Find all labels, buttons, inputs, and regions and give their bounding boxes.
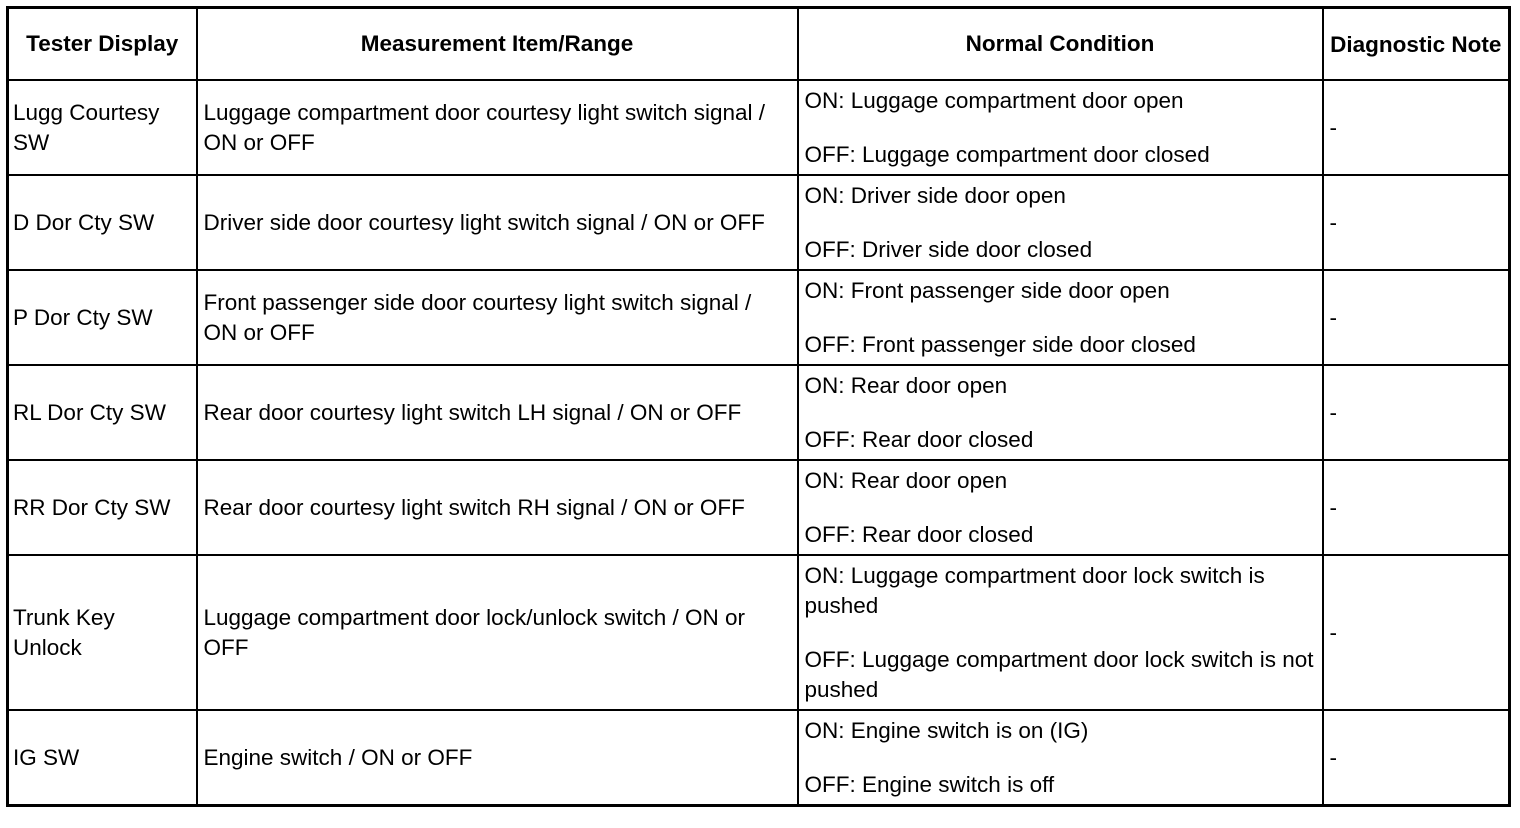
table-row [8,365,1510,460]
condition-on: ON: Front passenger side door open [804,277,1170,303]
diagnostic-note-cell: - [1323,175,1510,270]
condition-on: ON: Engine switch is on (IG) [804,717,1089,743]
condition-on: ON: Driver side door open [804,182,1066,208]
condition-on: ON: Rear door open [804,372,1008,398]
table-row [8,710,1510,806]
normal-condition-cell [798,555,1323,710]
header-normal-condition: Normal Condition [798,8,1323,81]
condition-off: OFF: Engine switch is off [804,771,1055,797]
normal-condition-cell [798,175,1323,270]
header-tester-display: Tester Display [8,8,197,81]
normal-condition-cell [798,710,1323,806]
tester-display-cell: D Dor Cty SW [8,175,197,270]
measurement-cell: Luggage compartment door courtesy light switch signal / ON or OFF [197,80,798,175]
diagnostic-note-cell: - [1323,710,1510,806]
measurement-cell: Luggage compartment door lock/unlock switch / ON or OFF [197,555,798,710]
normal-condition-cell [798,365,1323,460]
table-row [8,270,1510,365]
tester-display-cell: Trunk Key Unlock [8,555,197,710]
diagnostic-note-cell: - [1323,270,1510,365]
condition-spacer [805,496,1316,520]
header-measurement: Measurement Item/Range [197,8,798,81]
measurement-cell: Driver side door courtesy light switch signal / ON or OFF [197,175,798,270]
diagnostic-note-cell: - [1323,365,1510,460]
measurement-cell: Engine switch / ON or OFF [197,710,798,806]
normal-condition-cell [798,80,1323,175]
tester-display-cell: RL Dor Cty SW [8,365,197,460]
data-list-table [6,6,1511,807]
header-row [8,8,1510,81]
measurement-cell: Front passenger side door courtesy light switch signal / ON or OFF [197,270,798,365]
condition-on: ON: Luggage compartment door lock switch is pushed [804,562,1265,618]
condition-spacer [805,211,1316,235]
tester-display-cell: RR Dor Cty SW [8,460,197,555]
diagnostic-note-cell: - [1323,555,1510,710]
measurement-cell: Rear door courtesy light switch RH signal / ON or OFF [197,460,798,555]
condition-off: OFF: Rear door closed [804,521,1034,547]
condition-spacer [805,746,1316,770]
condition-spacer [805,621,1316,645]
normal-condition-cell [798,460,1323,555]
diagnostic-note-cell: - [1323,460,1510,555]
table-row [8,175,1510,270]
condition-off: OFF: Luggage compartment door closed [804,141,1210,167]
measurement-cell: Rear door courtesy light switch LH signal / ON or OFF [197,365,798,460]
condition-on: ON: Rear door open [804,467,1008,493]
table-row [8,555,1510,710]
condition-off: OFF: Luggage compartment door lock switch is not pushed [804,646,1314,702]
header-diagnostic-note: Diagnostic Note [1323,8,1510,81]
condition-on: ON: Luggage compartment door open [804,87,1184,113]
normal-condition-cell [798,270,1323,365]
tester-display-cell: Lugg Courtesy SW [8,80,197,175]
table-row [8,80,1510,175]
condition-off: OFF: Driver side door closed [804,236,1093,262]
condition-spacer [805,116,1316,140]
tester-display-cell: P Dor Cty SW [8,270,197,365]
condition-off: OFF: Front passenger side door closed [804,331,1196,357]
condition-spacer [805,306,1316,330]
table-row [8,460,1510,555]
tester-display-cell: IG SW [8,710,197,806]
condition-off: OFF: Rear door closed [804,426,1034,452]
diagnostic-note-cell: - [1323,80,1510,175]
condition-spacer [805,401,1316,425]
